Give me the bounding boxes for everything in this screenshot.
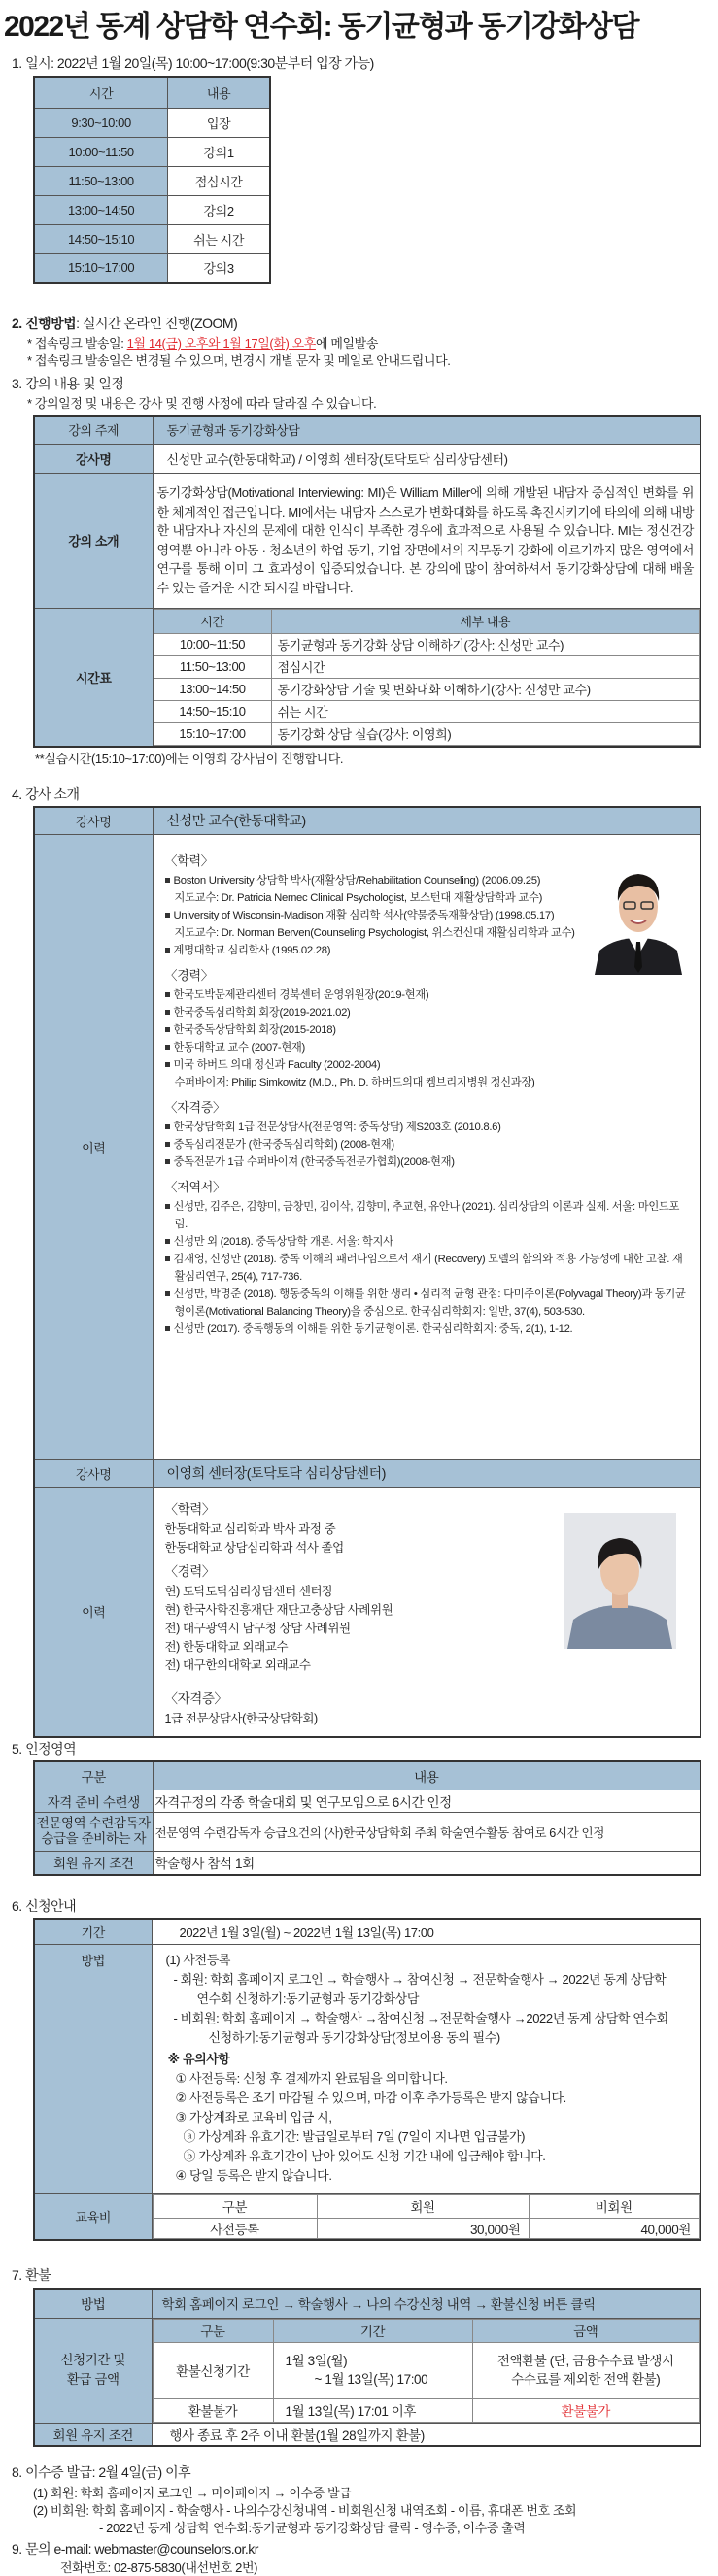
refund-table xyxy=(33,2288,701,2447)
method-text: : 실시간 온라인 진행(ZOOM) xyxy=(76,316,238,331)
application-table xyxy=(33,1918,701,2241)
fee-table xyxy=(153,2194,701,2239)
bio-item-text: University of Wisconsin-Madison 재활 심리학 석사(약물중독재활상담) (1998.05.17) xyxy=(173,909,555,921)
section-lecturers: 4. 강사 소개 xyxy=(12,786,80,802)
bio-item-text: 계명대학교 심리학사 (1995.02.28) xyxy=(173,944,331,956)
period-value: 2022년 1월 3일(월) ~ 2022년 1월 13일(목) 17:00 xyxy=(152,1919,701,1944)
time-cell: 14:50~15:10 xyxy=(34,224,168,253)
bio-item xyxy=(165,1198,693,1233)
bio-item-text: 지도교수: Dr. Norman Berven(Counseling Psychologist, 위스컨신대 재활심리학과 교수) xyxy=(174,926,575,939)
schedule-label: 시간표 xyxy=(34,608,153,747)
link-note: * 접속링크 발송일은 변경될 수 있으며, 변경시 개별 문자 및 메일로 안내드립니다. xyxy=(27,353,451,368)
col-header: 내용 xyxy=(153,1761,701,1790)
content-cell: 쉬는 시간 xyxy=(168,224,270,253)
time-cell: 10:00~11:50 xyxy=(154,633,271,655)
content-cell: 강의3 xyxy=(168,253,270,283)
bullet-icon xyxy=(165,913,170,918)
bio-section-heading: 〈저역서〉 xyxy=(164,1179,225,1194)
bio-item-text: 신성만 (2017). 중독행동의 이해를 위한 동기균형이론. 한국심리학회지: 중독, 2(1), 1-12. xyxy=(173,1322,573,1335)
bullet-icon xyxy=(165,992,170,997)
time-cell: 11:50~13:00 xyxy=(34,166,168,195)
time-cell: 13:00~14:50 xyxy=(34,195,168,224)
lecturer-value: 신성만 교수(한동대학교) / 이영희 센터장(토닥토닥 심리상담센터) xyxy=(153,444,701,473)
bullet-icon xyxy=(165,878,170,883)
bio-item-text: 지도교수: Dr. Patricia Nemec Clinical Psychologist, 보스턴대 재활상담학과 교수) xyxy=(174,891,543,904)
section-certificate: 8. 이수증 발급: 2월 4일(금) 이후 xyxy=(12,2464,191,2480)
link-suffix: 에 메일발송 xyxy=(315,336,378,351)
caution-item: ⓐ 가상계좌 유효기간: 발급일로부터 7일 (7일이 지나면 입금불가) xyxy=(183,2128,526,2144)
bio-item-text: 수퍼바이저: Philip Simkowitz (M.D., Ph. D. 하버드의대 켐브리지병원 정신과장) xyxy=(174,1076,535,1088)
detail-cell: 점심시간 xyxy=(271,655,700,678)
content-cell: 점심시간 xyxy=(168,166,270,195)
bio-item: 현) 한국사학진흥재단 재단고충상담 사례위원 xyxy=(164,1602,393,1617)
bullet-icon xyxy=(165,1256,170,1261)
bullet-icon xyxy=(165,1239,170,1244)
bio-item xyxy=(165,1074,693,1091)
contact-phone: 전화번호: 02-875-5830(내선번호 2번) xyxy=(60,2560,258,2575)
detail-cell: 동기강화상담 기술 및 변화대화 이해하기(강사: 신성만 교수) xyxy=(271,678,700,700)
lecturer-name: 이영희 센터장(토닥토닥 심리상담센터) xyxy=(153,1459,701,1487)
bio-item xyxy=(165,1233,693,1251)
caution-title: ※ 유의사항 xyxy=(167,2051,230,2066)
time-cell: 14:50~15:10 xyxy=(154,700,271,722)
history-label: 이력 xyxy=(34,834,153,1459)
bullet-icon xyxy=(165,948,170,953)
bio-item-text: Boston University 상담학 박사(재활상담/Rehabilitation Counseling) (2006.09.25) xyxy=(173,874,541,887)
practice-footnote: **실습시간(15:10~17:00)에는 이영희 강사님이 진행합니다. xyxy=(35,752,344,766)
bio-item-text: 신성만 외 (2018). 중독상담학 개론. 서울: 학지사 xyxy=(173,1235,393,1248)
section-refund: 7. 환불 xyxy=(12,2267,51,2283)
bio-item xyxy=(165,1136,693,1154)
section-contact xyxy=(12,2539,258,2559)
refund-method: 학회 홈페이지 로그인 → 학술행사 → 나의 수강신청 내역 → 환불신청 버튼 클릭 xyxy=(152,2289,701,2318)
bio-section-heading: 〈경력〉 xyxy=(164,967,214,983)
recognition-table xyxy=(33,1760,701,1876)
bio-item xyxy=(165,1004,693,1021)
col-header: 구분 xyxy=(34,1761,153,1790)
lecturer-table xyxy=(33,806,701,1738)
history-label: 이력 xyxy=(34,1487,153,1737)
time-cell: 11:50~13:00 xyxy=(154,655,271,678)
bio-item xyxy=(165,1039,693,1056)
bullet-icon xyxy=(165,1062,170,1067)
bio-item: 한동대학교 상담심리학과 석사 졸업 xyxy=(164,1540,344,1555)
refund-type: 환불불가 xyxy=(153,2398,273,2422)
lecturer1-photo xyxy=(595,858,682,975)
link-dates: 1월 14(금) 오후와 1월 17일(화) 오후 xyxy=(126,336,316,351)
detail-cell: 동기강화 상담 실습(강사: 이영희) xyxy=(271,722,700,745)
refund-period-end: ~ 1월 13일(목) 17:00 xyxy=(314,2372,428,2387)
col-header: 회원 xyxy=(317,2194,529,2218)
content-cell: 강의2 xyxy=(168,195,270,224)
bio-section-heading: 〈자격증〉 xyxy=(164,1690,227,1706)
col-header: 기간 xyxy=(273,2319,472,2342)
col-header: 시간 xyxy=(154,609,271,633)
bio-item-text: 한국상담학회 1급 전문상담사(전문영역: 중독상담) 제S203호 (2010.8.6) xyxy=(173,1121,501,1133)
category-cell: 자격 준비 수련생 xyxy=(34,1790,153,1812)
bio-section-heading: 〈자격증〉 xyxy=(164,1099,225,1115)
col-header: 금액 xyxy=(472,2319,700,2342)
col-header: 시간 xyxy=(34,77,168,108)
bio-item: 전) 대구광역시 남구청 상담 사례위원 xyxy=(164,1621,351,1635)
lecturer-name-label: 강사명 xyxy=(34,1459,153,1487)
bio-item xyxy=(165,1286,693,1321)
bio-item-text: 김재영, 신성만 (2018). 중독 이해의 패러다임으로서 재기 (Recovery) 모델의 함의와 적용 가능성에 대한 고찰. 재활심리연구, 25(4), 717-736. xyxy=(173,1253,683,1283)
member-steps: - 회원: 학회 홈페이지 로그인 → 학술행사 → 참여신청 → 전문학술행사 → 2022년 동계 상담학 연수회 신청하기:동기균형과 동기강화상담 xyxy=(173,1971,667,2006)
bio-item-text: 신성만, 박명준 (2018). 행동중독의 이해를 위한 생리 • 심리적 균형 관점: 다미주이론(Polyvagal Theory)과 동기균형이론(Motivational Balancing Theory)을 중심으로. 한국심리학회지: 일반, 37(4), 503-530. xyxy=(173,1288,686,1318)
time-cell: 15:10~17:00 xyxy=(34,253,168,283)
section-schedule-date xyxy=(12,53,374,73)
bio-item xyxy=(165,1154,693,1171)
refund-amount: 전액환불 (단, 금융수수료 발생시 수수료를 제외한 전액 환불) xyxy=(472,2342,700,2398)
lecturer-label: 강사명 xyxy=(34,444,153,473)
content-cell: 학술행사 참석 1회 xyxy=(153,1851,701,1875)
content-cell: 강의1 xyxy=(168,137,270,166)
bio-item-text: 중독전문가 1급 수퍼바이져 (한국중독전문가협회)(2008-현재) xyxy=(173,1155,455,1168)
content-cell: 전문영역 수련감독자 승급요건의 (사)한국상담학회 주최 학술연수활동 참여로 6시간 인정 xyxy=(153,1812,701,1851)
time-cell: 15:10~17:00 xyxy=(154,722,271,745)
member-condition-label: 회원 유지 조건 xyxy=(34,2423,152,2446)
bio-item xyxy=(165,1056,693,1074)
refund-detail-table xyxy=(153,2319,701,2423)
refund-period-label: 신청기간 및 환급 금액 xyxy=(34,2318,152,2423)
bio-item: 1급 전문상담사(한국상담학회) xyxy=(164,1711,318,1725)
intro-text: 동기강화상담(Motivational Interviewing: MI)은 William Miller에 의해 개발된 내담자 중심적인 변화를 위한 체계적인 접근입니다. MI에서는 내담자 스스로가 변화대화를 하도록 촉진시키기에 타의에 의해 내방한 내담자나 자신의 문제에 대한 인식이 부족한 경우에 효과적으로 사용될 수 있습니다. MI는 정신건강 영역뿐 아니라 아동 · 청소년의 학업 동기, 기업 장면에서의 직무동기 강화에 이르기까지 많은 영역에서 연구를 통해 이미 그 효과성이 입증되었습니다. 본 강의에 많이 참여하셔서 동기강화상담에 대해 배울 수 있는 즐거운 시간 되시길 바랍니다. xyxy=(153,473,701,608)
caution-item: ④ 당일 등록은 받지 않습니다. xyxy=(175,2167,332,2183)
topic-value: 동기균형과 동기강화상담 xyxy=(153,416,701,444)
bio-item xyxy=(165,1321,693,1338)
contact-label: 9. 문의 e-mail: xyxy=(12,2541,95,2557)
detail-cell: 동기균형과 동기강화 상담 이해하기(강사: 신성만 교수) xyxy=(271,633,700,655)
method-label: 방법 xyxy=(34,1944,152,2193)
schedule-table xyxy=(154,609,701,746)
bio-item-text: 한동대학교 교수 (2007-현재) xyxy=(173,1041,306,1054)
bullet-icon xyxy=(165,1142,170,1147)
refund-period-start: 1월 3일(월) xyxy=(285,2354,348,2368)
day-schedule-table xyxy=(33,76,271,284)
lecturer-name: 신성만 교수(한동대학교) xyxy=(153,807,701,834)
bio-item xyxy=(165,1119,693,1136)
detail-cell: 쉬는 시간 xyxy=(271,700,700,722)
link-label: * 접속링크 발송일: xyxy=(27,336,127,351)
time-cell: 9:30~10:00 xyxy=(34,108,168,137)
col-header: 비회원 xyxy=(529,2194,700,2218)
bio-section-heading: 〈학력〉 xyxy=(164,1501,215,1517)
section-application: 6. 신청안내 xyxy=(12,1898,77,1914)
section-recognition: 5. 인정영역 xyxy=(12,1741,77,1756)
category-cell: 회원 유지 조건 xyxy=(34,1851,153,1875)
link-send-date xyxy=(27,333,378,351)
category-cell: 전문영역 수련감독자 승급을 준비하는 자 xyxy=(34,1812,153,1851)
lecturer1-bio xyxy=(153,834,701,1459)
bio-item-text: 미국 하버드 의대 정신과 Faculty (2002-2004) xyxy=(173,1058,381,1071)
section-label: 1. 일시 xyxy=(12,55,51,71)
refund-amount: 환불불가 xyxy=(472,2398,700,2422)
col-header: 구분 xyxy=(153,2194,317,2218)
date-text: : 2022년 1월 20일(목) 10:00~17:00(9:30분부터 입장 가능) xyxy=(51,55,374,71)
bullet-icon xyxy=(165,1204,170,1209)
refund-period: 1월 13일(목) 17:01 이후 xyxy=(273,2398,472,2422)
content-cell: 입장 xyxy=(168,108,270,137)
caution-item: ② 사전등록은 조기 마감될 수 있으며, 마감 이후 추가등록은 받지 않습니다. xyxy=(175,2090,566,2105)
bio-item-text: 한국중독심리학회 회장(2019-2021.02) xyxy=(173,1006,351,1019)
bio-item xyxy=(165,987,693,1004)
bio-item: 현) 토닥토닥심리상담센터 센터장 xyxy=(164,1584,333,1598)
bio-section-heading: 〈경력〉 xyxy=(164,1563,215,1579)
contact-email[interactable]: webmaster@counselors.or.kr xyxy=(94,2541,258,2557)
member-condition: 행사 종료 후 2주 이내 환불(1월 28일까지 환불) xyxy=(152,2423,701,2446)
content-cell: 자격규정의 각종 학술대회 및 연구모임으로 6시간 인정 xyxy=(153,1790,701,1812)
time-cell: 10:00~11:50 xyxy=(34,137,168,166)
caution-item: ③ 가상계좌로 교육비 입금 시, xyxy=(175,2109,332,2124)
section-method xyxy=(12,314,237,333)
section-label: 2. 진행방법 xyxy=(12,316,77,331)
certificate-nonmember: (2) 비회원: 학회 홈페이지 - 학술행사 - 나의수강신청내역 - 비회원신청 내역조회 - 이름, 휴대폰 번호 조회 xyxy=(33,2503,577,2518)
bio-item: 전) 대구한의대학교 외래교수 xyxy=(164,1657,311,1672)
bullet-icon xyxy=(165,1027,170,1032)
bio-item-text: 한국중독상담학회 회장(2015-2018) xyxy=(173,1023,336,1036)
bio-item-text: 중독심리전문가 (한국중독심리학회) (2008-현재) xyxy=(173,1138,394,1151)
fee-label: 교육비 xyxy=(34,2193,152,2240)
nonmember-fee: 40,000원 xyxy=(529,2218,700,2238)
lecturer2-bio xyxy=(153,1487,701,1737)
bio-item-text: 한국도박문제관리센터 경북센터 운영위원장(2019-현재) xyxy=(173,988,429,1001)
certificate-nonmember-cont: - 2022년 동계 상담학 연수회:동기균형과 동기강화상담 클릭 - 영수증, 이수증 출력 xyxy=(99,2521,526,2535)
lecturer-name-label: 강사명 xyxy=(34,807,153,834)
nonmember-steps: - 비회원: 학회 홈페이지 → 학술행사 →참여신청 →전문학술행사 →2022년 동계 상담학 연수회 신청하기:동기균형과 동기강화상담(정보이용 동의 필수) xyxy=(173,2010,668,2045)
bio-item: 한동대학교 심리학과 박사 과정 중 xyxy=(164,1522,336,1536)
bio-item xyxy=(165,1251,693,1286)
topic-label: 강의 주제 xyxy=(34,416,153,444)
bullet-icon xyxy=(165,1326,170,1331)
bullet-icon xyxy=(165,1159,170,1164)
bullet-icon xyxy=(165,1010,170,1015)
refund-type: 환불신청기간 xyxy=(153,2342,273,2398)
preregistration-title: (1) 사전등록 xyxy=(165,1952,231,1967)
col-header: 구분 xyxy=(153,2319,273,2342)
bio-item: 전) 한동대학교 외래교수 xyxy=(164,1639,289,1654)
refund-method-label: 방법 xyxy=(34,2289,152,2318)
fee-category: 사전등록 xyxy=(153,2218,317,2238)
lecture-note: * 강의일정 및 내용은 강사 및 진행 사정에 따라 달라질 수 있습니다. xyxy=(27,396,377,411)
bio-item xyxy=(165,1021,693,1039)
certificate-member: (1) 회원: 학회 홈페이지 로그인 → 마이페이지 → 이수증 발급 xyxy=(33,2486,352,2500)
col-header: 내용 xyxy=(168,77,270,108)
time-cell: 13:00~14:50 xyxy=(154,678,271,700)
bullet-icon xyxy=(165,1045,170,1050)
page-title: 2022년 동계 상담학 연수회: 동기균형과 동기강화상담 xyxy=(4,11,639,43)
period-label: 기간 xyxy=(34,1919,152,1944)
lecturer2-photo xyxy=(564,1513,676,1649)
lecture-table xyxy=(33,415,701,748)
member-fee: 30,000원 xyxy=(317,2218,529,2238)
bio-section-heading: 〈학력〉 xyxy=(164,853,214,868)
bullet-icon xyxy=(165,1291,170,1296)
bio-item-text: 신성만, 김주은, 김향미, 금창민, 김이삭, 김향미, 추교현, 유안나 (2021). 심리상담의 이론과 실제. 서울: 마인드포럼. xyxy=(173,1200,680,1230)
caution-item: ① 사전등록: 신청 후 결제까지 완료됨을 의미합니다. xyxy=(175,2070,448,2086)
section-lecture-content: 3. 강의 내용 및 일정 xyxy=(12,376,124,391)
intro-label: 강의 소개 xyxy=(34,473,153,608)
bullet-icon xyxy=(165,1124,170,1129)
col-header: 세부 내용 xyxy=(271,609,700,633)
caution-item: ⓑ 가상계좌 유효기간이 남아 있어도 신청 기간 내에 입금해야 합니다. xyxy=(183,2148,546,2163)
